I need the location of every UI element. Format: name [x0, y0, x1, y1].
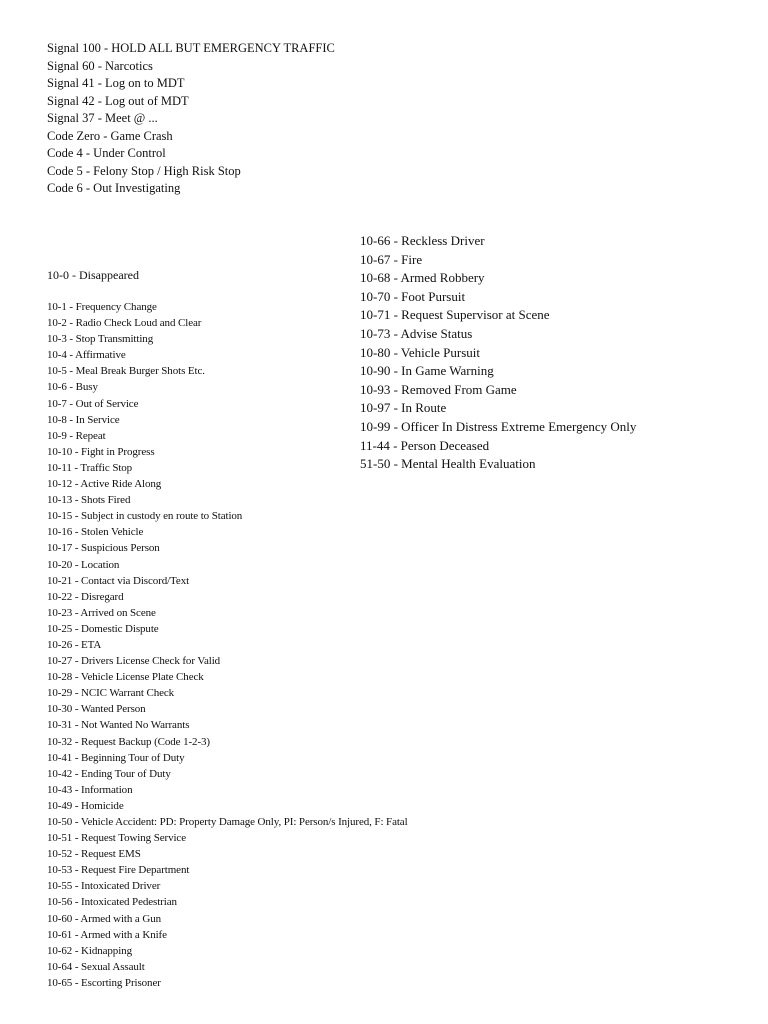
signal-code-item: Code 4 - Under Control [47, 146, 166, 160]
ten-code-item: 10-23 - Arrived on Scene [47, 606, 156, 619]
ten-code-item: 10-93 - Removed From Game [360, 381, 517, 397]
signal-code-item: Signal 60 - Narcotics [47, 58, 153, 73]
ten-code-item: 10-2 - Radio Check Loud and Clear [47, 317, 202, 330]
ten-code-item: 10-62 - Kidnapping [47, 944, 132, 957]
ten-code-list-left [47, 267, 408, 991]
ten-code-item: 10-28 - Vehicle License Plate Check [47, 671, 204, 684]
ten-code-item: 10-32 - Request Backup (Code 1-2-3) [47, 735, 210, 748]
ten-code-item: 10-17 - Suspicious Person [47, 542, 160, 555]
signal-code-list [47, 40, 335, 198]
ten-code-item: 10-71 - Request Supervisor at Scene [360, 307, 550, 323]
ten-code-item: 10-70 - Foot Pursuit [360, 288, 466, 304]
ten-code-item: 10-27 - Drivers License Check for Valid [47, 655, 221, 668]
ten-code-item: 10-41 - Beginning Tour of Duty [47, 751, 185, 764]
ten-code-item: 10-53 - Request Fire Department [47, 864, 190, 877]
ten-code-item: 10-51 - Request Towing Service [47, 832, 187, 845]
ten-code-item: 10-90 - In Game Warning [360, 363, 494, 379]
ten-code-item: 10-16 - Stolen Vehicle [47, 526, 144, 539]
ten-code-item: 10-55 - Intoxicated Driver [47, 880, 161, 893]
ten-code-item: 10-97 - In Route [360, 400, 447, 416]
ten-code-item: 10-20 - Location [47, 558, 120, 571]
ten-code-item: 10-5 - Meal Break Burger Shots Etc. [47, 365, 205, 378]
ten-code-item: 10-1 - Frequency Change [47, 301, 157, 313]
ten-code-item: 10-52 - Request EMS [47, 848, 141, 861]
ten-code-item: 10-67 - Fire [360, 251, 423, 267]
ten-code-item: 10-0 - Disappeared [47, 268, 139, 282]
ten-code-item: 10-50 - Vehicle Accident: PD: Property Damage Only, PI: Person/s Injured, F: Fatal [47, 816, 408, 828]
signal-code-item: Signal 42 - Log out of MDT [47, 93, 189, 108]
ten-code-item: 10-21 - Contact via Discord/Text [47, 574, 190, 587]
signal-code-item: Signal 37 - Meet @ ... [47, 111, 158, 125]
signal-code-item: Code 5 - Felony Stop / High Risk Stop [47, 163, 241, 178]
signal-code-item: Code Zero - Game Crash [47, 128, 173, 143]
ten-code-item: 10-11 - Traffic Stop [47, 461, 133, 474]
ten-code-item: 10-12 - Active Ride Along [47, 478, 162, 491]
ten-code-item: 10-6 - Busy [47, 381, 98, 394]
ten-code-item: 10-31 - Not Wanted No Warrants [47, 719, 190, 732]
ten-code-item: 10-65 - Escorting Prisoner [47, 976, 161, 989]
signal-code-item: Signal 100 - HOLD ALL BUT EMERGENCY TRAFFIC [47, 41, 335, 55]
ten-code-item: 10-30 - Wanted Person [47, 703, 146, 716]
signal-code-item: Code 6 - Out Investigating [47, 181, 181, 195]
ten-code-item: 10-56 - Intoxicated Pedestrian [47, 896, 177, 909]
ten-code-item: 10-42 - Ending Tour of Duty [47, 767, 171, 780]
ten-code-item: 10-13 - Shots Fired [47, 494, 131, 507]
ten-code-item: 10-66 - Reckless Driver [360, 233, 485, 248]
ten-code-item: 10-10 - Fight in Progress [47, 445, 155, 458]
ten-code-item: 10-61 - Armed with a Knife [47, 928, 167, 941]
ten-code-item: 10-7 - Out of Service [47, 397, 139, 410]
ten-code-item: 10-26 - ETA [47, 638, 102, 651]
ten-code-item: 10-43 - Information [47, 783, 133, 796]
ten-code-item: 51-50 - Mental Health Evaluation [360, 456, 536, 472]
ten-code-item: 10-73 - Advise Status [360, 325, 473, 341]
ten-code-item: 10-68 - Armed Robbery [360, 270, 485, 286]
ten-code-item: 10-99 - Officer In Distress Extreme Emergency Only [360, 418, 637, 434]
ten-code-item: 10-15 - Subject in custody en route to Station [47, 510, 243, 523]
ten-code-item: 10-60 - Armed with a Gun [47, 912, 161, 925]
ten-code-item: 10-9 - Repeat [47, 429, 106, 442]
ten-code-item: 10-3 - Stop Transmitting [47, 333, 154, 346]
ten-code-item: 10-29 - NCIC Warrant Check [47, 687, 175, 700]
ten-code-item: 10-64 - Sexual Assault [47, 960, 145, 973]
ten-code-item: 10-4 - Affirmative [47, 349, 126, 362]
ten-code-item: 10-22 - Disregard [47, 590, 124, 603]
ten-code-item: 10-80 - Vehicle Pursuit [360, 344, 480, 360]
ten-code-item: 10-25 - Domestic Dispute [47, 622, 159, 635]
ten-code-item: 11-44 - Person Deceased [360, 437, 490, 453]
ten-code-item: 10-8 - In Service [47, 413, 120, 426]
ten-code-list-right [360, 232, 636, 474]
ten-code-item: 10-49 - Homicide [47, 799, 124, 812]
signal-code-item: Signal 41 - Log on to MDT [47, 76, 185, 90]
